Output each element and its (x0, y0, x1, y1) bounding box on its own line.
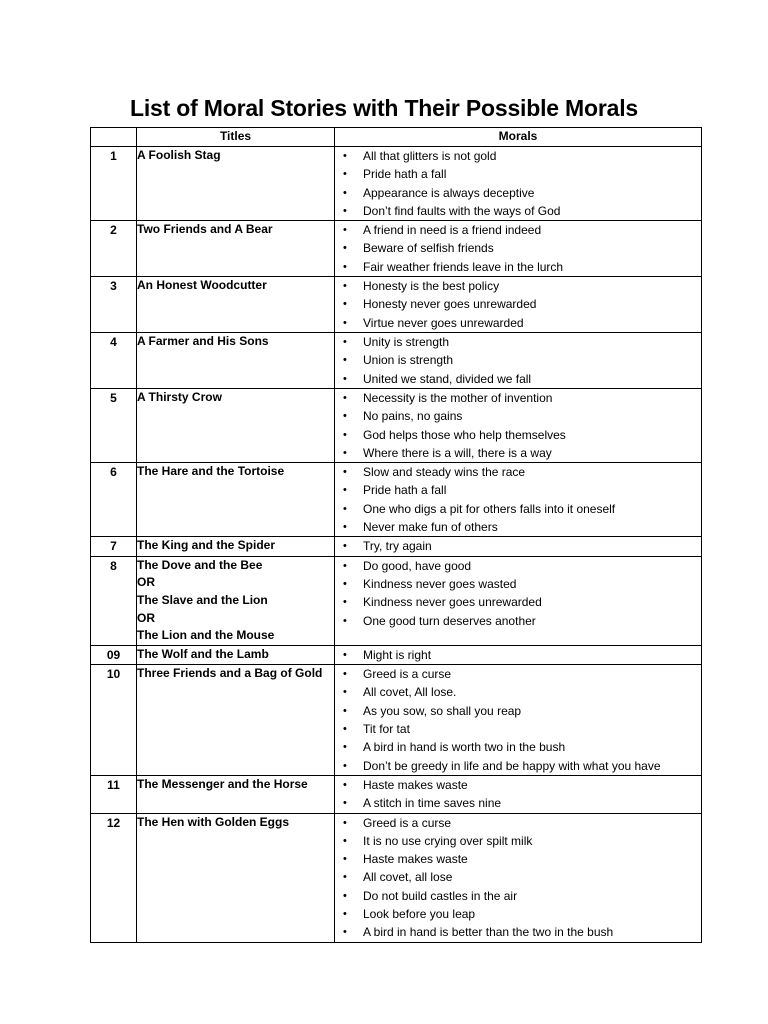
table-row (91, 333, 702, 389)
bullet-icon: • (343, 578, 347, 591)
story-number: 4 (91, 333, 137, 389)
bullet-icon: • (343, 410, 347, 423)
morals-cell (335, 645, 702, 664)
table-row (91, 813, 702, 942)
moral-text: Fair weather friends leave in the lurch (363, 259, 564, 274)
morals-list (335, 333, 701, 388)
moral-text: Haste makes waste (363, 852, 468, 867)
table-row (91, 537, 702, 556)
bullet-icon: • (343, 668, 347, 681)
table-row (91, 388, 702, 462)
story-number: 09 (91, 645, 137, 664)
moral-text: Do not build castles in the air (363, 888, 518, 903)
moral-item (335, 593, 701, 611)
story-title: Three Friends and a Bag of Gold (137, 666, 323, 681)
moral-item (335, 518, 701, 536)
moral-text: Try, try again (363, 539, 432, 554)
moral-text: God helps those who help themselves (363, 427, 566, 442)
bullet-icon: • (343, 871, 347, 884)
moral-text: A bird in hand is worth two in the bush (363, 740, 566, 755)
table-body (91, 147, 702, 943)
story-title-cell (137, 277, 335, 333)
moral-text: Where there is a will, there is a way (363, 445, 552, 460)
story-title-cell (137, 388, 335, 462)
morals-list (335, 463, 701, 536)
bullet-icon: • (343, 224, 347, 237)
bullet-icon: • (343, 926, 347, 939)
morals-cell (335, 556, 702, 645)
moral-item (335, 832, 701, 850)
table-row (91, 463, 702, 537)
moral-item (335, 557, 701, 575)
story-title-cell (137, 333, 335, 389)
moral-item (335, 277, 701, 295)
bullet-icon: • (343, 778, 347, 791)
story-title: The Lion and the Mouse (137, 628, 275, 643)
bullet-icon: • (343, 260, 347, 273)
moral-text: Greed is a curse (363, 667, 452, 682)
morals-cell (335, 147, 702, 221)
story-number: 3 (91, 277, 137, 333)
page-title: List of Moral Stories with Their Possible Morals (130, 95, 638, 121)
moral-item (335, 887, 701, 905)
bullet-icon: • (343, 372, 347, 385)
bullet-icon: • (343, 540, 347, 553)
moral-text: One who digs a pit for others falls into it oneself (363, 501, 616, 516)
bullet-icon: • (343, 428, 347, 441)
moral-text: A stitch in time saves nine (363, 796, 502, 811)
story-title-cell (137, 463, 335, 537)
morals-cell (335, 388, 702, 462)
bullet-icon: • (343, 336, 347, 349)
bullet-icon: • (343, 391, 347, 404)
moral-text: No pains, no gains (363, 409, 463, 424)
bullet-icon: • (343, 723, 347, 736)
story-number: 10 (91, 665, 137, 776)
bullet-icon: • (343, 298, 347, 311)
moral-item (335, 794, 701, 812)
moral-item (335, 905, 701, 923)
moral-text: United we stand, divided we fall (363, 371, 532, 386)
story-number: 5 (91, 388, 137, 462)
story-title: OR (137, 610, 155, 625)
bullet-icon: • (343, 648, 347, 661)
bullet-icon: • (343, 908, 347, 921)
moral-text: Slow and steady wins the race (363, 465, 526, 480)
moral-item (335, 239, 701, 257)
story-title-cell (137, 775, 335, 813)
morals-cell (335, 463, 702, 537)
bullet-icon: • (343, 741, 347, 754)
bullet-icon: • (343, 797, 347, 810)
moral-item (335, 500, 701, 518)
morals-list (335, 776, 701, 813)
moral-item (335, 575, 701, 593)
moral-item (335, 184, 701, 202)
moral-item (335, 850, 701, 868)
moral-item (335, 258, 701, 276)
moral-item (335, 923, 701, 941)
moral-text: A friend in need is a friend indeed (363, 223, 542, 238)
story-title-cell (137, 147, 335, 221)
moral-item (335, 665, 701, 683)
moral-item (335, 202, 701, 220)
moral-text: Don’t be greedy in life and be happy with what you have (363, 758, 661, 773)
moral-item (335, 738, 701, 756)
morals-cell (335, 665, 702, 776)
moral-item (335, 463, 701, 481)
moral-text: One good turn deserves another (363, 613, 536, 628)
moral-item (335, 221, 701, 239)
moral-text: Virtue never goes unrewarded (363, 315, 524, 330)
morals-cell (335, 813, 702, 942)
bullet-icon: • (343, 559, 347, 572)
morals-list (335, 221, 701, 276)
moral-item (335, 720, 701, 738)
morals-cell (335, 775, 702, 813)
moral-text: Honesty never goes unrewarded (363, 297, 537, 312)
moral-text: Kindness never goes wasted (363, 577, 517, 592)
table-header-row (91, 128, 702, 147)
moral-text: Necessity is the mother of invention (363, 390, 553, 405)
moral-text: All covet, all lose (363, 870, 453, 885)
story-title: The Slave and the Lion (137, 592, 268, 607)
bullet-icon: • (343, 204, 347, 217)
bullet-icon: • (343, 484, 347, 497)
story-title: The Hare and the Tortoise (137, 464, 285, 479)
bullet-icon: • (343, 686, 347, 699)
moral-item (335, 757, 701, 775)
story-title-cell (137, 645, 335, 664)
moral-text: Don’t find faults with the ways of God (363, 203, 561, 218)
moral-item (335, 314, 701, 332)
story-title: A Thirsty Crow (137, 389, 222, 404)
moral-item (335, 407, 701, 425)
moral-text: Pride hath a fall (363, 167, 447, 182)
moral-text: A bird in hand is better than the two in the bush (363, 925, 614, 940)
morals-list (335, 665, 701, 775)
morals-cell (335, 221, 702, 277)
moral-text: As you sow, so shall you reap (363, 703, 522, 718)
bullet-icon: • (343, 834, 347, 847)
story-title: A Farmer and His Sons (137, 334, 269, 349)
moral-item (335, 481, 701, 499)
moral-text: All covet, All lose. (363, 685, 457, 700)
moral-text: Haste makes waste (363, 777, 468, 792)
moral-item (335, 683, 701, 701)
moral-text: Do good, have good (363, 558, 472, 573)
bullet-icon: • (343, 502, 347, 515)
moral-text: Union is strength (363, 353, 454, 368)
moral-item (335, 646, 701, 664)
morals-cell (335, 537, 702, 556)
bullet-icon: • (343, 596, 347, 609)
moral-text: Might is right (363, 647, 432, 662)
bullet-icon: • (343, 446, 347, 459)
bullet-icon: • (343, 816, 347, 829)
table-row (91, 277, 702, 333)
bullet-icon: • (343, 759, 347, 772)
morals-list (335, 147, 701, 220)
moral-text: It is no use crying over spilt milk (363, 833, 533, 848)
story-title-cell (137, 556, 335, 645)
header-titles: Titles (137, 128, 335, 147)
moral-text: Greed is a curse (363, 815, 452, 830)
moral-item (335, 537, 701, 555)
moral-item (335, 165, 701, 183)
story-number: 6 (91, 463, 137, 537)
bullet-icon: • (343, 704, 347, 717)
bullet-icon: • (343, 889, 347, 902)
moral-item (335, 868, 701, 886)
morals-list (335, 537, 701, 555)
moral-item (335, 389, 701, 407)
morals-list (335, 557, 701, 630)
moral-text: Appearance is always deceptive (363, 185, 535, 200)
moral-item (335, 702, 701, 720)
table-row (91, 775, 702, 813)
morals-list (335, 814, 701, 942)
story-title-cell (137, 537, 335, 556)
moral-text: Never make fun of others (363, 520, 498, 535)
bullet-icon: • (343, 521, 347, 534)
bullet-icon: • (343, 853, 347, 866)
morals-cell (335, 277, 702, 333)
header-morals: Morals (335, 128, 702, 147)
moral-item (335, 147, 701, 165)
story-title: The King and the Spider (137, 538, 276, 553)
story-title: The Messenger and the Horse (137, 776, 308, 791)
moral-item (335, 295, 701, 313)
moral-text: Beware of selfish friends (363, 241, 494, 256)
story-number: 8 (91, 556, 137, 645)
header-number (91, 128, 137, 147)
moral-item (335, 426, 701, 444)
story-number: 1 (91, 147, 137, 221)
bullet-icon: • (343, 242, 347, 255)
moral-item (335, 814, 701, 832)
story-title-cell (137, 221, 335, 277)
moral-text: Kindness never goes unrewarded (363, 595, 542, 610)
bullet-icon: • (343, 186, 347, 199)
table-row (91, 147, 702, 221)
story-number: 7 (91, 537, 137, 556)
moral-text: All that glitters is not gold (363, 149, 497, 163)
bullet-icon: • (343, 354, 347, 367)
morals-list (335, 646, 701, 664)
bullet-icon: • (343, 280, 347, 293)
moral-item (335, 776, 701, 794)
table-row (91, 556, 702, 645)
bullet-icon: • (343, 168, 347, 181)
story-number: 2 (91, 221, 137, 277)
story-title-cell (137, 665, 335, 776)
story-title: The Wolf and the Lamb (137, 646, 269, 661)
moral-text: Look before you leap (363, 907, 476, 922)
bullet-icon: • (343, 614, 347, 627)
story-title: The Hen with Golden Eggs (137, 814, 290, 829)
moral-item (335, 612, 701, 630)
moral-item (335, 370, 701, 388)
moral-item (335, 333, 701, 351)
table-row (91, 221, 702, 277)
story-title: A Foolish Stag (137, 148, 221, 162)
moral-text: Tit for tat (363, 722, 410, 737)
story-title: Two Friends and A Bear (137, 222, 273, 237)
morals-table (90, 127, 702, 943)
story-title: The Dove and the Bee (137, 557, 263, 572)
story-title-cell (137, 813, 335, 942)
morals-list (335, 277, 701, 332)
bullet-icon: • (343, 150, 347, 162)
story-number: 11 (91, 775, 137, 813)
table-row (91, 645, 702, 664)
moral-text: Pride hath a fall (363, 483, 447, 498)
moral-text: Unity is strength (363, 335, 450, 350)
story-title: OR (137, 575, 155, 590)
table-row (91, 665, 702, 776)
morals-list (335, 389, 701, 462)
story-number: 12 (91, 813, 137, 942)
bullet-icon: • (343, 316, 347, 329)
moral-text: Honesty is the best policy (363, 279, 500, 294)
moral-item (335, 351, 701, 369)
story-title: An Honest Woodcutter (137, 278, 267, 293)
bullet-icon: • (343, 466, 347, 479)
morals-cell (335, 333, 702, 389)
moral-item (335, 444, 701, 462)
